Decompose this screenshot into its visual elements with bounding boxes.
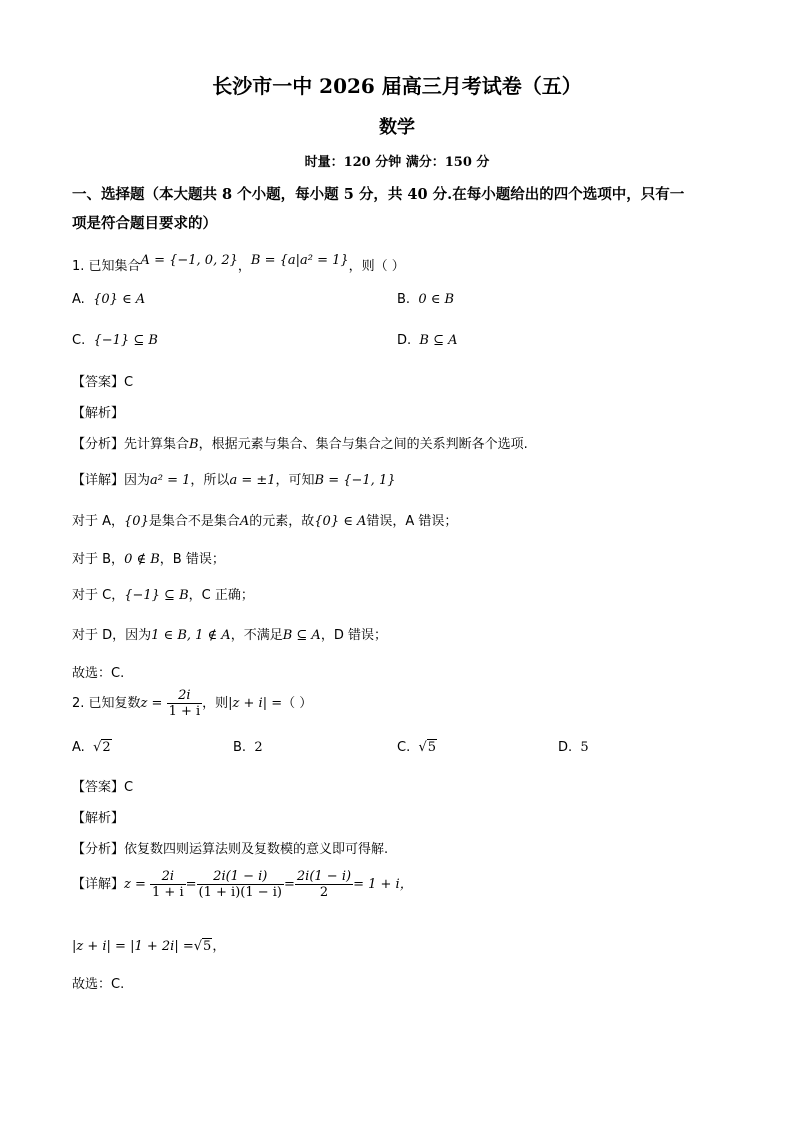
- q1-option-a: [72, 292, 145, 307]
- q2-detail-z: z =: [124, 877, 146, 892]
- q1-option-d-label: D.: [397, 333, 412, 348]
- q2-option-c-radicand: 5: [427, 740, 437, 755]
- q1-line-d-4: B ⊆ A: [282, 628, 321, 643]
- q1-conclusion: 故选：C.: [72, 666, 125, 681]
- q1-fenxi-var: B: [189, 437, 199, 452]
- q1-answer-value: C: [124, 375, 134, 390]
- q2-option-b: [233, 740, 263, 755]
- q1-option-a-text: {0} ∈ A: [93, 292, 146, 307]
- q2-prefix: 2. 已知复数: [72, 696, 141, 711]
- q2-answer: [72, 776, 133, 795]
- q2-z-lhs: z =: [140, 696, 163, 711]
- q2-answer-value: C: [124, 780, 134, 795]
- q2-detail-frac3-num: 2i(1 − i): [296, 869, 352, 884]
- section-heading-line2: 项是符合题目要求的）: [72, 215, 217, 232]
- q2-detail-frac1: [150, 869, 186, 900]
- q1-fenxi-tag: 【分析】: [72, 437, 125, 452]
- q1-line-d: [72, 624, 387, 643]
- q2-conclusion: 故选：C.: [72, 977, 125, 992]
- q1-answer-tag: 【答案】: [72, 375, 125, 390]
- q1-option-c-label: C.: [72, 333, 86, 348]
- q2-detail-eq2: =: [284, 877, 295, 892]
- q2-option-a-label: A.: [72, 740, 85, 755]
- q2-detail-result: = 1 + i，: [353, 877, 413, 892]
- q2-stem: [72, 688, 312, 719]
- q1-option-b-label: B.: [397, 292, 411, 307]
- q1-setB: B = {a|a² = 1}: [250, 253, 349, 268]
- q1-detail-eq2: a = ±1: [229, 473, 276, 488]
- q1-detail-text1: 因为: [124, 473, 151, 488]
- q1-option-d: [397, 333, 458, 348]
- q1-line-b-2: 0 ∉ B: [124, 552, 160, 567]
- q1-line-a-4: A: [239, 514, 250, 529]
- q1-analysis-tag: 【解析】: [72, 406, 125, 421]
- q2-option-a: [72, 740, 112, 755]
- q1-line-a-6: {0} ∈ A: [314, 514, 367, 529]
- q1-line-c-1: 对于 C，: [72, 588, 125, 603]
- q2-fenxi-text: 依复数四则运算法则及复数模的意义即可得解.: [124, 842, 389, 857]
- q1-stem: [72, 255, 405, 274]
- q2-detail-frac1-den: 1 + i: [152, 885, 184, 900]
- q2-analysis-tag: 【解析】: [72, 811, 125, 826]
- q2-option-d-label: D.: [558, 740, 573, 755]
- q1-option-b-text: 0 ∈ B: [418, 292, 455, 307]
- q1-line-a-1: 对于 A，: [72, 514, 125, 529]
- q1-line-a-5: 的元素，故: [249, 514, 315, 529]
- q1-fenxi: [72, 433, 528, 452]
- q2-modulus-sqrt: √5: [193, 939, 212, 954]
- q2-detail-frac2-den: (1 + i)(1 − i): [198, 885, 282, 900]
- q2-modulus-end: ，: [212, 939, 226, 954]
- q2-option-a-radicand: 2: [102, 740, 111, 755]
- q2-detail-frac1-num: 2i: [150, 869, 186, 885]
- q1-detail: [72, 469, 395, 488]
- q2-frac-den: 1 + i: [168, 704, 201, 719]
- q2-option-c-label: C.: [397, 740, 411, 755]
- q1-detail-text2: ，所以: [190, 473, 230, 488]
- q1-detail-eq1: a² = 1: [150, 473, 191, 488]
- q1-detail-tag: 【详解】: [72, 473, 125, 488]
- q2-option-d-text: 5: [580, 740, 589, 755]
- q1-line-b: [72, 548, 225, 567]
- q1-prefix: 1. 已知集合: [72, 259, 141, 274]
- q1-fenxi-text1: 先计算集合: [124, 437, 190, 452]
- q2-detail-frac3-den: 2: [319, 885, 329, 900]
- q2-detail-frac2-num: 2i(1 − i): [197, 869, 284, 885]
- page-title: 长沙市一中 2026 届高三月考试卷（五）: [212, 74, 582, 98]
- q2-fenxi-tag: 【分析】: [72, 842, 125, 857]
- q1-line-b-3: ，B 错误；: [159, 552, 225, 567]
- q1-line-d-1: 对于 D，因为: [72, 628, 152, 643]
- q1-line-a: [72, 510, 457, 529]
- q2-option-a-sqrt: √2: [93, 740, 111, 755]
- q2-modulus-radicand: 5: [203, 939, 212, 954]
- q1-line-c-2: {−1} ⊆ B: [124, 588, 189, 603]
- exam-meta: 时量：120 分钟 满分：150 分: [304, 155, 490, 170]
- q2-detail-frac3: [295, 869, 353, 900]
- q1-option-d-text: B ⊆ A: [419, 333, 458, 348]
- q2-answer-tag: 【答案】: [72, 780, 125, 795]
- q2-frac-num: 2i: [167, 688, 203, 704]
- subject-title: 数学: [379, 117, 415, 138]
- q2-option-d: [558, 740, 589, 755]
- q1-setA: A = {−1, 0, 2}: [140, 253, 238, 268]
- q1-line-c-3: ，C 正确；: [188, 588, 254, 603]
- q1-option-c: [72, 333, 158, 348]
- q2-mid: ，则: [202, 696, 229, 711]
- q1-line-d-5: ，D 错误；: [320, 628, 387, 643]
- q2-modulus: [72, 935, 225, 954]
- q2-option-b-label: B.: [233, 740, 247, 755]
- q1-option-c-text: {−1} ⊆ B: [93, 333, 158, 348]
- q2-option-b-text: 2: [254, 740, 263, 755]
- q1-comma: ，: [237, 259, 251, 274]
- q2-fenxi: [72, 838, 388, 857]
- q2-detail-eq1: =: [185, 877, 197, 892]
- q2-fraction: [167, 688, 203, 719]
- q1-detail-text3: ，可知: [275, 473, 315, 488]
- q1-answer: [72, 371, 133, 390]
- q1-fenxi-text2: ，根据元素与集合、集合与集合之间的关系判断各个选项.: [198, 437, 528, 452]
- q1-line-a-2: {0}: [124, 514, 149, 529]
- q2-option-c-sqrt: √5: [418, 740, 437, 755]
- q2-modulus-expr: |z + i| = |1 + 2i| =: [72, 939, 194, 954]
- q1-detail-eq3: B = {−1, 1}: [314, 473, 396, 488]
- q1-line-d-2: 1 ∈ B, 1 ∉ A: [151, 628, 231, 643]
- q1-line-a-3: 是集合不是集合: [148, 514, 240, 529]
- q1-line-c: [72, 584, 254, 603]
- q1-option-b: [397, 292, 454, 307]
- q2-detail-tag: 【详解】: [72, 877, 125, 892]
- q1-line-b-1: 对于 B，: [72, 552, 125, 567]
- q2-abs: |z + i| =: [228, 696, 283, 711]
- q1-option-a-label: A.: [72, 292, 85, 307]
- q2-detail-frac2: [197, 869, 284, 900]
- section-heading-line1: 一、选择题（本大题共 8 个小题，每小题 5 分，共 40 分.在每小题给出的四个选项中，只有一: [72, 186, 685, 203]
- q2-option-c: [397, 740, 437, 755]
- q2-suffix: （ ）: [282, 696, 313, 711]
- q1-line-d-3: ，不满足: [230, 628, 283, 643]
- q2-detail: [72, 869, 413, 900]
- q1-line-a-7: 错误，A 错误；: [366, 514, 458, 529]
- q1-suffix: ，则（ ）: [348, 259, 405, 274]
